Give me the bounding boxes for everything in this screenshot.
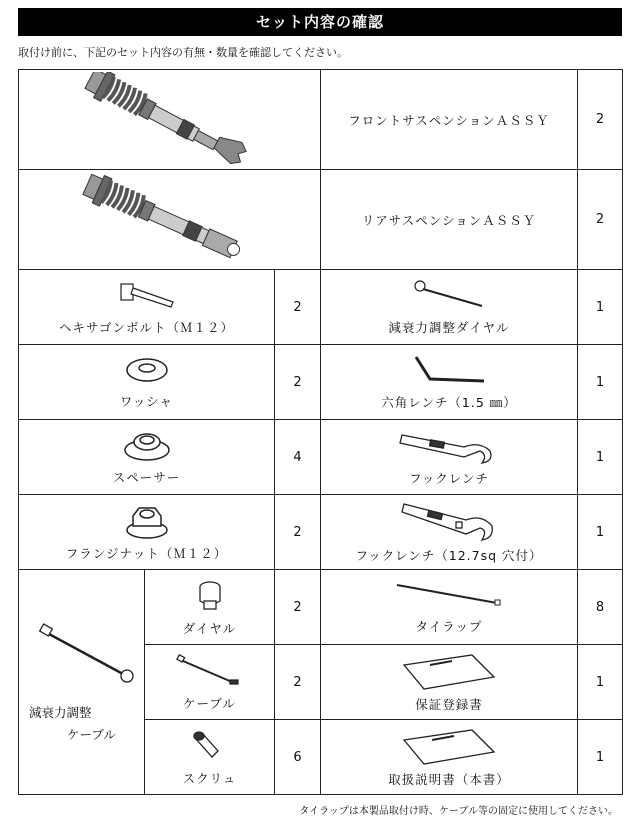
damping-dial-cell xyxy=(321,270,578,345)
table-row xyxy=(19,70,623,170)
warranty-document-cell xyxy=(321,645,578,720)
hook-wrench-qty: 1 xyxy=(578,420,623,495)
cable-icon xyxy=(170,652,250,688)
hex-wrench-icon xyxy=(404,353,494,387)
table-row xyxy=(19,570,623,645)
rear-suspension-name-cell xyxy=(321,170,578,270)
screw-cell xyxy=(145,720,275,795)
dial-knob-icon xyxy=(190,577,230,615)
hook-wrench-icon xyxy=(394,427,504,465)
intro-text: 取付け前に、下記のセット内容の有無・数量を確認してください。 xyxy=(18,46,348,59)
washer-label: ワッシャ xyxy=(119,394,174,409)
screw-icon xyxy=(190,727,230,763)
table-row xyxy=(19,170,623,270)
rear-suspension-qty: 2 xyxy=(578,170,623,270)
manual-document-icon xyxy=(394,726,504,766)
spacer-qty: 4 xyxy=(275,420,321,495)
flange-nut-cell xyxy=(19,495,275,570)
dial-knob-label: ダイヤル xyxy=(182,621,237,636)
front-suspension-label: フロントサスペンションＡＳＳＹ xyxy=(348,112,550,128)
hook-wrench-square-label: フックレンチ（12.7sq 穴付） xyxy=(355,548,543,563)
damping-cable-cell xyxy=(19,570,145,795)
manual-document-qty: 1 xyxy=(578,720,623,795)
hook-wrench-label: フックレンチ xyxy=(409,471,489,486)
hex-wrench-qty: 1 xyxy=(578,345,623,420)
hex-wrench-cell xyxy=(321,345,578,420)
section-title: セット内容の確認 xyxy=(18,8,622,36)
washer-qty: 2 xyxy=(275,345,321,420)
hook-wrench-square-cell xyxy=(321,495,578,570)
cable-tie-cell xyxy=(321,570,578,645)
hexagon-bolt-qty: 2 xyxy=(275,270,321,345)
hex-wrench-label: 六角レンチ（1.5 ㎜） xyxy=(381,395,517,410)
washer-icon xyxy=(117,354,177,386)
table-row xyxy=(19,495,623,570)
hook-wrench-cell xyxy=(321,420,578,495)
cable-tie-qty: 8 xyxy=(578,570,623,645)
cable-qty: 2 xyxy=(275,645,321,720)
hook-wrench-square-qty: 1 xyxy=(578,495,623,570)
manual-document-cell xyxy=(321,720,578,795)
flange-nut-label: フランジナット（Ｍ１２） xyxy=(65,546,228,561)
damping-cable-label-line1: 減衰力調整 xyxy=(29,705,92,720)
hook-wrench-square-icon xyxy=(394,500,504,542)
parts-table xyxy=(18,69,623,795)
flange-nut-qty: 2 xyxy=(275,495,321,570)
footer-note: タイラップは本製品取付け時、ケーブル等の固定に使用してください。 xyxy=(299,806,618,817)
front-suspension-name-cell xyxy=(321,70,578,170)
damping-dial-qty: 1 xyxy=(578,270,623,345)
hexagon-bolt-icon xyxy=(107,278,187,312)
damping-cable-icon xyxy=(33,618,143,688)
cable-tie-icon xyxy=(389,579,509,609)
hexagon-bolt-label: ヘキサゴンボルト（Ｍ１２） xyxy=(58,320,234,335)
washer-cell xyxy=(19,345,275,420)
rear-suspension-icon xyxy=(70,172,270,267)
spacer-icon xyxy=(117,428,177,462)
cable-tie-label: タイラップ xyxy=(415,619,483,634)
dial-knob-qty: 2 xyxy=(275,570,321,645)
screw-label: スクリュ xyxy=(182,771,237,786)
front-suspension-icon xyxy=(70,72,270,167)
flange-nut-icon xyxy=(117,502,177,540)
warranty-document-label: 保証登録書 xyxy=(415,697,483,712)
cable-cell xyxy=(145,645,275,720)
table-row xyxy=(19,270,623,345)
spacer-cell xyxy=(19,420,275,495)
warranty-document-qty: 1 xyxy=(578,645,623,720)
dial-knob-cell xyxy=(145,570,275,645)
screw-qty: 6 xyxy=(275,720,321,795)
front-suspension-image-cell xyxy=(19,70,321,170)
warranty-document-icon xyxy=(394,651,504,691)
damping-dial-label: 減衰力調整ダイヤル xyxy=(388,320,510,335)
damping-cable-label-line2: ケーブル xyxy=(67,727,116,742)
hexagon-bolt-cell xyxy=(19,270,275,345)
manual-document-label: 取扱説明書（本書） xyxy=(388,772,510,787)
table-row xyxy=(19,345,623,420)
damping-dial-icon xyxy=(404,278,494,312)
spacer-label: スペーサー xyxy=(112,470,181,485)
cable-label: ケーブル xyxy=(183,696,236,711)
rear-suspension-image-cell xyxy=(19,170,321,270)
front-suspension-qty: 2 xyxy=(578,70,623,170)
table-row xyxy=(19,420,623,495)
rear-suspension-label: リアサスペンションＡＳＳＹ xyxy=(361,212,537,228)
